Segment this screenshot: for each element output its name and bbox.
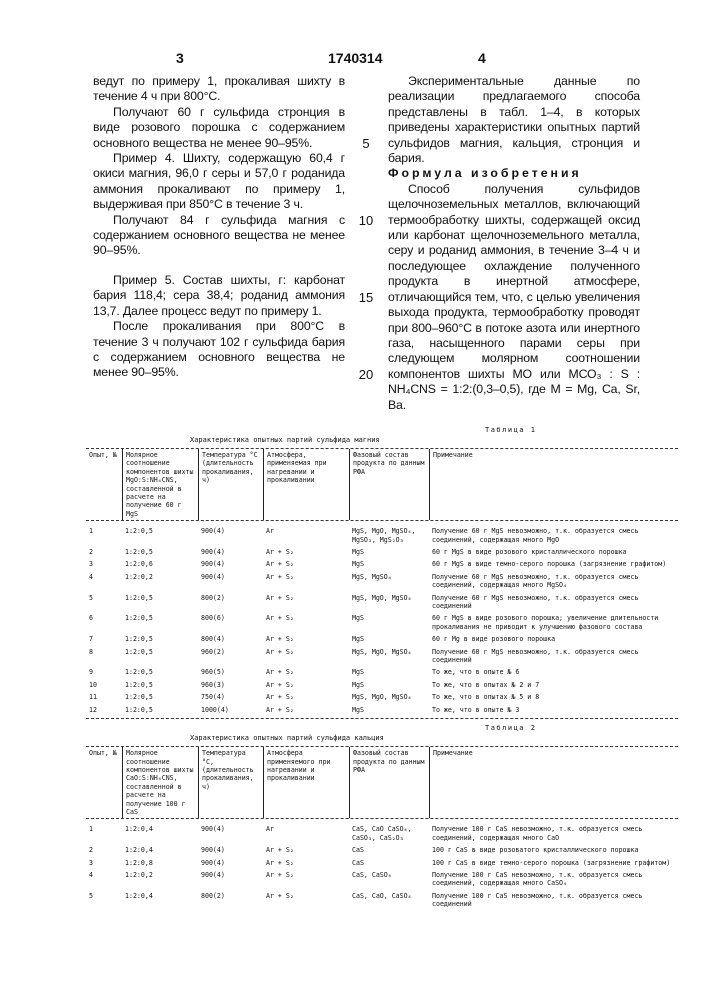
column-header: Молярное соотношение компонентов шихты MgO:S:NH₄CNS, составленной в расчете на получение 60 г MgS: [122, 449, 198, 520]
cell-phase-composition: CaS, CaSO₄: [349, 871, 429, 888]
cell-experiment-no: 5: [86, 892, 122, 909]
cell-molar-ratio: 1:2:0,4: [122, 846, 198, 854]
cell-note: Получение 60 г MgS невозможно, т.к. образуется смесь соединений, содержащая много MgO: [429, 527, 678, 544]
cell-atmosphere: Ar + S₂: [263, 892, 349, 909]
page-number-left: 3: [176, 50, 184, 66]
cell-atmosphere: Ar + S₂: [263, 648, 349, 665]
table-row: [86, 846, 678, 854]
table-row: [86, 594, 678, 611]
cell-experiment-no: 3: [86, 859, 122, 867]
column-header: Опыт, №: [86, 747, 122, 818]
table-row: [86, 871, 678, 888]
cell-phase-composition: MgS: [349, 635, 429, 643]
claim-paragraph: Способ получения сульфидов щелочноземельных металлов, включающий термообработку шихты, содержащей оксид или карбонат щелочноземельного металла, серу и роданид аммония, в течение 3–4 ч и последующее охлаждение полученного продукта в инертной атмосфере, отличающийся тем, что, с целью увеличения выхода продукта, термообработку проводят при 800–960°С в потоке азота или инертного газа, насыщенного парами серы при следующем молярном соотношении компонентов шихты МО или МСО₃ : S : NH₄CNS = 1:2:(0,3–0,5), где М = Mg, Ca, Sr, Ba.: [388, 182, 640, 413]
table1-title: Характеристика опытных партий сульфида магния: [190, 435, 707, 445]
cell-temperature: 900(4): [198, 573, 263, 590]
cell-atmosphere: Ar: [263, 825, 349, 842]
cell-atmosphere: Ar: [263, 527, 349, 544]
cell-atmosphere: Ar + S₂: [263, 681, 349, 689]
cell-note: Получение 100 г CaS невозможно, т.к. образуется смесь соединений: [429, 892, 678, 909]
cell-atmosphere: Ar + S₂: [263, 594, 349, 611]
cell-molar-ratio: 1:2:0,5: [122, 527, 198, 544]
left-column: [93, 74, 345, 413]
cell-temperature: 800(2): [198, 892, 263, 909]
cell-atmosphere: Ar + S₂: [263, 846, 349, 854]
cell-phase-composition: MgS, MgO, MgSO₄, MgSO₃, MgS₂O₃: [349, 527, 429, 544]
table2-caption: Таблица 2: [485, 723, 707, 733]
table-row: [86, 859, 678, 867]
cell-experiment-no: 6: [86, 614, 122, 631]
table-row: [86, 614, 678, 631]
cell-molar-ratio: 1:2:0,5: [122, 594, 198, 611]
table-magnesium-sulfide: [86, 448, 678, 719]
cell-note: То же, что в опытах № 5 и 8: [429, 693, 678, 701]
column-header: Опыт, №: [86, 449, 122, 520]
cell-temperature: 900(4): [198, 560, 263, 568]
table-row: [86, 668, 678, 676]
intro-paragraph: Экспериментальные данные по реализации предлагаемого способа представлены в табл. 1–4, в которых приведены характеристики опытных партий сульфидов магния, кальция, стронция и бария.: [388, 74, 640, 166]
cell-note: Получение 60 г MgS невозможно, т.к. образуется смесь соединений: [429, 594, 678, 611]
table-row: [86, 825, 678, 842]
cell-phase-composition: MgS: [349, 706, 429, 714]
line-number: 10: [351, 213, 381, 228]
cell-note: Получение 60 г MgS невозможно, т.к. образуется смесь соединений: [429, 648, 678, 665]
cell-molar-ratio: 1:2:0,5: [122, 635, 198, 643]
cell-phase-composition: CaS, CaO CaSO₄, CaSO₃, CaS₂O₃: [349, 825, 429, 842]
column-header: Примечание: [429, 449, 678, 520]
cell-note: 60 г MgS в виде розового кристаллического порошка: [429, 548, 678, 556]
cell-experiment-no: 4: [86, 871, 122, 888]
table-calcium-sulfide: [86, 746, 678, 909]
cell-molar-ratio: 1:2:0,5: [122, 648, 198, 665]
cell-atmosphere: Ar + S₂: [263, 560, 349, 568]
table-row: [86, 693, 678, 701]
paragraph: После прокаливания при 800°С в течение 3 ч получают 102 г сульфида бария с содержанием основного вещества не менее 90–95%.: [93, 319, 345, 381]
cell-note: То же, что в опыте № 6: [429, 668, 678, 676]
claims-heading: Формула изобретения: [388, 166, 640, 181]
cell-experiment-no: 8: [86, 648, 122, 665]
line-number: 5: [351, 136, 381, 151]
table-row: [86, 648, 678, 665]
cell-experiment-no: 1: [86, 825, 122, 842]
cell-note: 60 г Mg в виде розового порошка: [429, 635, 678, 643]
patent-number: 1740314: [328, 50, 383, 66]
column-header: Фазовый состав продукта по данным РФА: [349, 449, 429, 520]
column-header: Атмосфера, применяемая при нагревании и прокаливании: [263, 449, 349, 520]
column-header: Атмосфера применяемого при нагревании и прокаливании: [263, 747, 349, 818]
cell-temperature: 900(4): [198, 548, 263, 556]
column-header: Температура °С, (длительность прокаливания, ч): [198, 747, 263, 818]
cell-temperature: 800(2): [198, 594, 263, 611]
cell-note: То же, что в опыте № 3: [429, 706, 678, 714]
cell-note: 100 г CaS в виде розоватого кристаллического порошка: [429, 846, 678, 854]
cell-molar-ratio: 1:2:0,8: [122, 859, 198, 867]
cell-experiment-no: 2: [86, 846, 122, 854]
cell-temperature: 750(4): [198, 693, 263, 701]
cell-experiment-no: 10: [86, 681, 122, 689]
cell-note: 60 г MgS в виде розового порошка; увеличение длительности прокаливания не приводит к улучшению фазового состава: [429, 614, 678, 631]
cell-molar-ratio: 1:2:0,2: [122, 871, 198, 888]
column-header: Молярное соотношение компонентов шихты CaO:S:NH₄CNS, составленной в расчете на получение 100 г CaS: [122, 747, 198, 818]
paragraph: Получают 60 г сульфида стронция в виде розового порошка с содержанием основного вещества не менее 90–95%.: [93, 105, 345, 151]
column-header: Фазовый состав продукта по данным РФА: [349, 747, 429, 818]
cell-atmosphere: Ar + S₂: [263, 548, 349, 556]
cell-experiment-no: 11: [86, 693, 122, 701]
paragraph: Пример 5. Состав шихты, г: карбонат бария 118,4; сера 38,4; роданид аммония 13,7. Далее процесс ведут по примеру 1.: [93, 273, 345, 319]
cell-molar-ratio: 1:2:0,5: [122, 548, 198, 556]
cell-phase-composition: MgS: [349, 548, 429, 556]
table-row: [86, 635, 678, 643]
cell-experiment-no: 7: [86, 635, 122, 643]
table-row: [86, 573, 678, 590]
table-row: [86, 681, 678, 689]
cell-temperature: 900(4): [198, 859, 263, 867]
cell-temperature: 800(6): [198, 614, 263, 631]
cell-molar-ratio: 1:2:0,2: [122, 573, 198, 590]
cell-experiment-no: 1: [86, 527, 122, 544]
table-row: [86, 706, 678, 714]
page-number-right: 4: [478, 50, 486, 66]
cell-molar-ratio: 1:2:0,5: [122, 668, 198, 676]
column-header: Температура °С (длительность прокаливания, ч): [198, 449, 263, 520]
cell-note: Получение 60 г MgS невозможно, т.к. образуется смесь соединений, содержащая много MgSO₄: [429, 573, 678, 590]
paragraph: ведут по примеру 1, прокаливая шихту в течение 4 ч при 800°С.: [93, 74, 345, 105]
cell-phase-composition: CaS: [349, 859, 429, 867]
cell-phase-composition: MgS: [349, 560, 429, 568]
cell-phase-composition: MgS, MgO, MgSO₄: [349, 648, 429, 665]
cell-molar-ratio: 1:2:0,5: [122, 706, 198, 714]
cell-molar-ratio: 1:2:0,5: [122, 693, 198, 701]
table1-caption: Таблица 1: [485, 425, 707, 435]
cell-atmosphere: Ar + S₂: [263, 706, 349, 714]
cell-atmosphere: Ar + S₂: [263, 693, 349, 701]
paragraph: Пример 4. Шихту, содержащую 60,4 г окиси магния, 96,0 г серы и 57,0 г роданида аммония прокаливают по примеру 1, выдерживая при 850°С в течение 3 ч.: [93, 151, 345, 213]
table2-title: Характеристика опытных партий сульфида кальция: [190, 733, 707, 743]
cell-temperature: 1000(4): [198, 706, 263, 714]
cell-temperature: 960(5): [198, 668, 263, 676]
cell-temperature: 800(4): [198, 635, 263, 643]
cell-atmosphere: Ar + S₂: [263, 859, 349, 867]
cell-phase-composition: CaS: [349, 846, 429, 854]
cell-experiment-no: 2: [86, 548, 122, 556]
table-row: [86, 892, 678, 909]
cell-phase-composition: MgS, MgO, MgSO₄: [349, 594, 429, 611]
table-row: [86, 560, 678, 568]
cell-molar-ratio: 1:2:0,5: [122, 614, 198, 631]
table-header: [86, 448, 678, 521]
cell-phase-composition: MgS: [349, 614, 429, 631]
cell-note: Получение 100 г CaS невозможно, т.к. образуется смесь соединений, содержащая много CaO: [429, 825, 678, 842]
cell-temperature: 900(4): [198, 527, 263, 544]
cell-molar-ratio: 1:2:0,5: [122, 681, 198, 689]
cell-experiment-no: 9: [86, 668, 122, 676]
paragraph: Получают 84 г сульфида магния с содержанием основного вещества не менее 90–95%.: [93, 213, 345, 259]
column-header: Примечание: [429, 747, 678, 818]
cell-phase-composition: MgS: [349, 668, 429, 676]
cell-temperature: 960(2): [198, 648, 263, 665]
line-number: 20: [351, 367, 381, 382]
cell-temperature: 900(4): [198, 825, 263, 842]
cell-atmosphere: Ar + S₂: [263, 668, 349, 676]
cell-phase-composition: MgS, MgSO₄: [349, 573, 429, 590]
cell-phase-composition: CaS, CaO, CaSO₄: [349, 892, 429, 909]
cell-molar-ratio: 1:2:0,4: [122, 892, 198, 909]
cell-atmosphere: Ar + S₂: [263, 635, 349, 643]
cell-experiment-no: 3: [86, 560, 122, 568]
cell-experiment-no: 12: [86, 706, 122, 714]
cell-atmosphere: Ar + S₂: [263, 871, 349, 888]
cell-experiment-no: 4: [86, 573, 122, 590]
cell-note: 60 г MgS в виде темно-серого порошка (загрязнение графитом): [429, 560, 678, 568]
cell-temperature: 960(3): [198, 681, 263, 689]
cell-temperature: 900(4): [198, 871, 263, 888]
cell-temperature: 900(4): [198, 846, 263, 854]
cell-phase-composition: MgS: [349, 681, 429, 689]
cell-molar-ratio: 1:2:0,6: [122, 560, 198, 568]
cell-phase-composition: MgS, MgO, MgSO₄: [349, 693, 429, 701]
cell-atmosphere: Ar + S₂: [263, 573, 349, 590]
right-column: [388, 74, 640, 413]
cell-note: То же, что в опытах № 2 и 7: [429, 681, 678, 689]
table-header: [86, 746, 678, 819]
cell-note: Получение 100 г CaS невозможно, т.к. образуется смесь соединений, содержащая много CaSO₄: [429, 871, 678, 888]
cell-molar-ratio: 1:2:0,4: [122, 825, 198, 842]
cell-experiment-no: 5: [86, 594, 122, 611]
cell-note: 100 г CaS в виде темно-серого порошка (загрязнение графитом): [429, 859, 678, 867]
cell-atmosphere: Ar + S₂: [263, 614, 349, 631]
line-number: 15: [351, 290, 381, 305]
table-row: [86, 548, 678, 556]
table-row: [86, 527, 678, 544]
